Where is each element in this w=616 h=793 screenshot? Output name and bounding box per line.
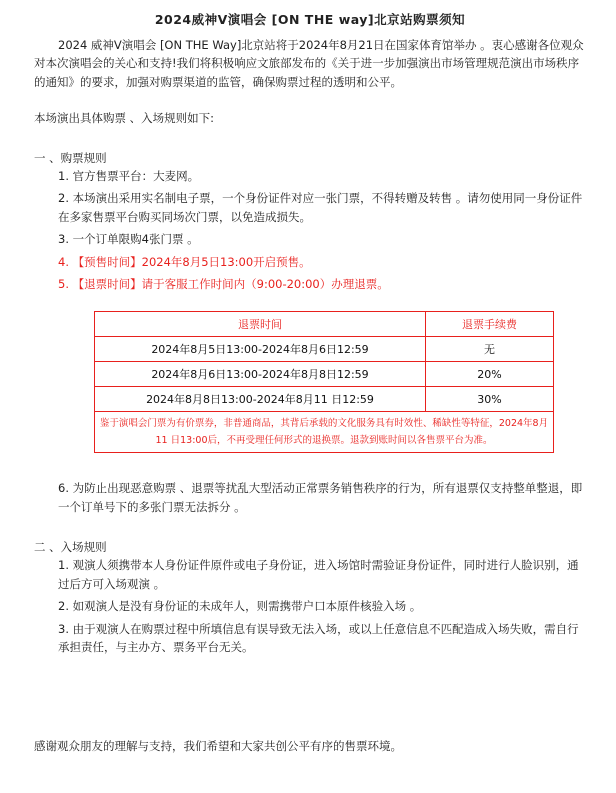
page-title: 2024威神V演唱会 [ON THE way]北京站购票须知 — [154, 12, 466, 27]
refund-time-cell: 2024年8月5日13:00-2024年8月6日12:59 — [95, 337, 426, 362]
table-header-row — [95, 312, 554, 337]
table-header-time: 退票时间 — [95, 312, 426, 337]
ticket-section-heading: 一 、购票规则 — [34, 150, 107, 165]
entry-rule-3: 3. 由于观演人在购票过程中所填信息有误导致无法入场，或以上任意信息不匹配造成入场失败，需自行承担责任，与主办方、票务平台无关。 — [58, 621, 579, 655]
table-row — [95, 362, 554, 387]
table-header-fee: 退票手续费 — [426, 312, 554, 337]
intro-paragraph: 2024 威神V演唱会 [ON THE Way]北京站将于2024年8月21日在国家体育馆举办 。衷心感谢各位观众对本次演唱会的关心和支持!我们将积极响应文旅部发布的《关于进一步加强演出市场管理规范演出市场秩序的通知》的要求，加强对购票渠道的监管，确保购票过程的透明和公平。 — [34, 38, 584, 89]
refund-fee-table-wrapper — [94, 311, 554, 453]
table-row — [95, 337, 554, 362]
entry-section-heading: 二 、入场规则 — [34, 540, 107, 555]
entry-rule-1: 1. 观演人须携带本人身份证件原件或电子身份证，进入场馆时需验证身份证件，同时进行人脸识别，通过后方可入场观演 。 — [58, 558, 579, 591]
ticket-rule-2: 2. 本场演出采用实名制电子票，一个身份证件对应一张门票，不得转赠及转售 。请勿使用同一身份证件在多家售票平台购买同场次门票，以免造成损失。 — [58, 191, 583, 224]
ticket-rule-6: 6. 为防止出现恶意购票 、退票等扰乱大型活动正常票务销售秩序的行为，所有退票仅支持整单整退，即一个订单号下的多张门票无法拆分 。 — [58, 481, 583, 514]
refund-time-cell: 2024年8月8日13:00-2024年8月11 日12:59 — [95, 387, 426, 412]
table-note-row — [95, 412, 554, 453]
entry-rule-2: 2. 如观演人是没有身份证的未成年人，则需携带户口本原件核验入场 。 — [58, 599, 422, 614]
table-row — [95, 387, 554, 412]
refund-fee-table — [94, 311, 554, 453]
ticket-rule-5-refund: 5. 【退票时间】请于客服工作时间内（9:00-20:00）办理退票。 — [58, 276, 389, 291]
ticket-rule-1: 1. 官方售票平台：大麦网。 — [58, 168, 200, 183]
refund-fee-cell: 无 — [426, 337, 554, 362]
ticket-rule-3: 3. 一个订单限购4张门票 。 — [58, 232, 199, 247]
refund-time-cell: 2024年8月6日13:00-2024年8月8日12:59 — [95, 362, 426, 387]
closing-statement: 感谢观众朋友的理解与支持，我们希望和大家共创公平有序的售票环境。 — [34, 739, 402, 753]
refund-fee-cell: 20% — [426, 362, 554, 387]
ticket-rule-4-presale: 4. 【预售时间】2024年8月5日13:00开启预售。 — [58, 254, 311, 269]
refund-table-note: 鉴于演唱会门票为有价票券，非普通商品，其背后承载的文化服务具有时效性、稀缺性等特征，2024年8月11 日13:00后，不再受理任何形式的退换票。退款到账时间以各售票平台为准。 — [95, 412, 554, 453]
rules-intro: 本场演出具体购票 、入场规则如下: — [34, 111, 215, 126]
refund-fee-cell: 30% — [426, 387, 554, 412]
